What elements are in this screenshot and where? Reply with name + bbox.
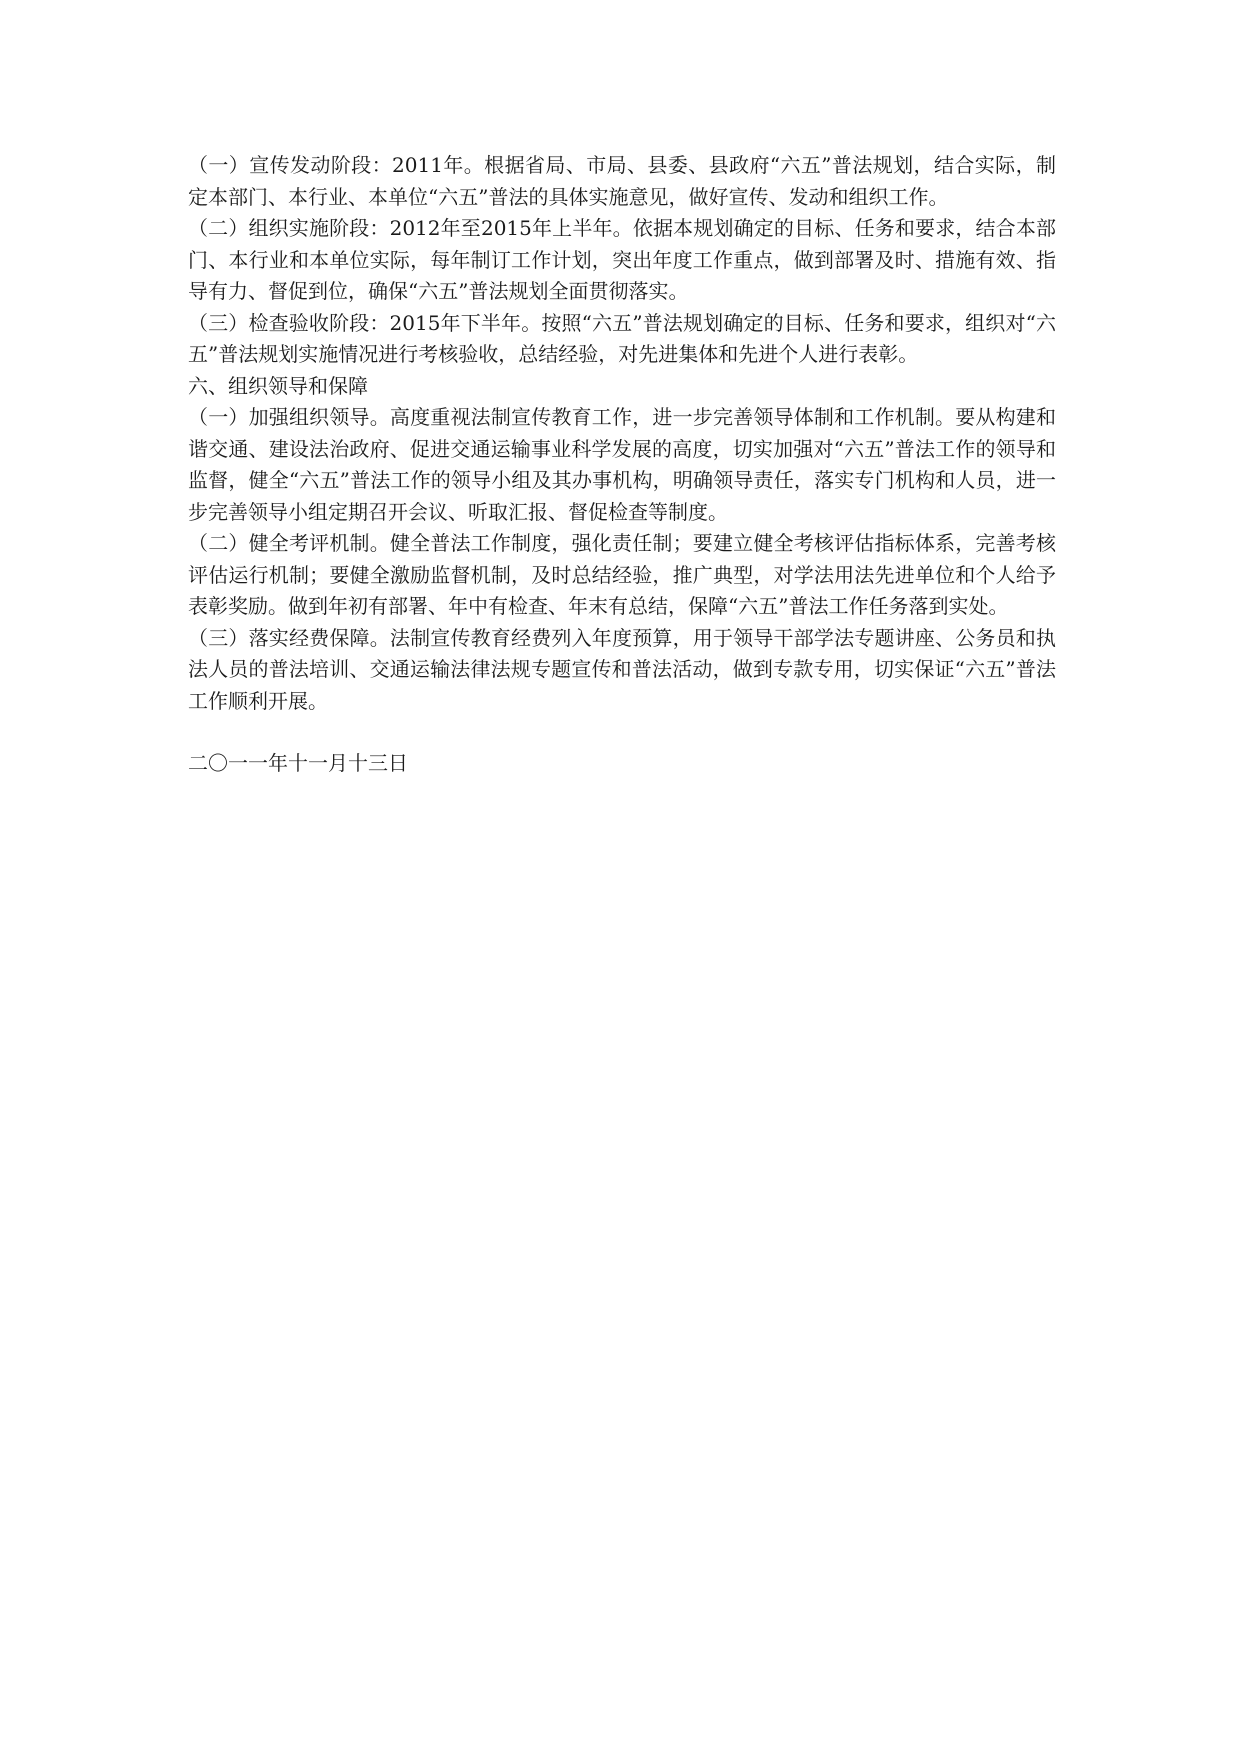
stage-3-paragraph: （三）检查验收阶段：2015年下半年。按照“六五”普法规划确定的目标、任务和要求，组织对“六五”普法规划实施情况进行考核验收，总结经验，对先进集体和先进个人进行表彰。 [188,310,1056,366]
document-date: 二〇一一年十一月十三日 [188,751,408,775]
funding-paragraph: （三）落实经费保障。法制宣传教育经费列入年度预算，用于领导干部学法专题讲座、公务员和执法人员的普法培训、交通运输法律法规专题宣传和普法活动，做到专款专用，切实保证“六五”普法工作顺利开展。 [188,625,1056,713]
section-heading: 六、组织领导和保障 [188,373,368,398]
document-body [188,150,1056,780]
stage-1-paragraph: （一）宣传发动阶段：2011年。根据省局、市局、县委、县政府“六五”普法规划，结合实际，制定本部门、本行业、本单位“六五”普法的具体实施意见，做好宣传、发动和组织工作。 [188,153,1056,209]
evaluation-paragraph: （二）健全考评机制。健全普法工作制度，强化责任制；要建立健全考核评估指标体系，完善考核评估运行机制；要健全激励监督机制，及时总结经验，推广典型，对学法用法先进单位和个人给予表彰奖励。做到年初有部署、年中有检查、年末有总结，保障“六五”普法工作任务落到实处。 [188,531,1056,618]
stage-2-paragraph: （二）组织实施阶段：2012年至2015年上半年。依据本规划确定的目标、任务和要求，结合本部门、本行业和本单位实际，每年制订工作计划，突出年度工作重点，做到部署及时、措施有效、指导有力、督促到位，确保“六五”普法规划全面贯彻落实。 [188,216,1056,303]
leadership-paragraph: （一）加强组织领导。高度重视法制宣传教育工作，进一步完善领导体制和工作机制。要从构建和谐交通、建设法治政府、促进交通运输事业科学发展的高度，切实加强对“六五”普法工作的领导和监督，健全“六五”普法工作的领导小组及其办事机构，明确领导责任，落实专门机构和人员，进一步完善领导小组定期召开会议、听取汇报、督促检查等制度。 [188,405,1056,524]
